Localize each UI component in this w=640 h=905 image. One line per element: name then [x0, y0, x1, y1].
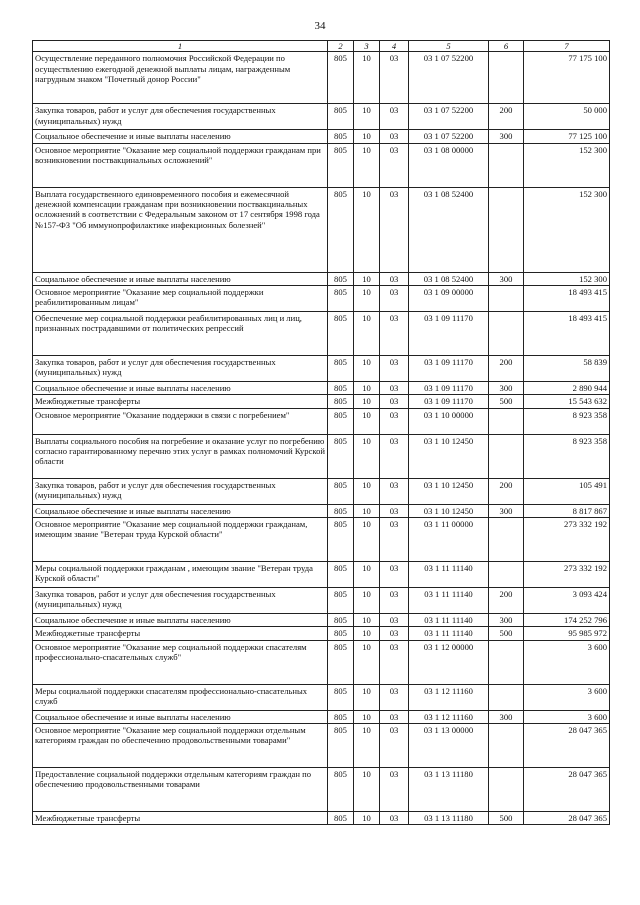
expense-type-cell: [489, 723, 524, 767]
row-name-cell: Обеспечение мер социальной поддержки реабилитированных лиц и лиц, признанных пострадавшими от политических репрессий: [33, 311, 328, 355]
target-article-cell: 03 1 13 11180: [409, 767, 489, 811]
section-code-cell: 10: [354, 613, 380, 626]
expense-type-cell: 200: [489, 355, 524, 381]
table-row: [33, 811, 610, 824]
ministry-code-cell: 805: [328, 130, 354, 143]
subsection-code-cell: 03: [380, 285, 409, 311]
table-row: [33, 395, 610, 408]
section-code-cell: 10: [354, 355, 380, 381]
section-code-cell: 10: [354, 587, 380, 613]
subsection-code-cell: 03: [380, 434, 409, 478]
ministry-code-cell: 805: [328, 143, 354, 187]
ministry-code-cell: 805: [328, 272, 354, 285]
amount-cell: 8 817 867: [524, 504, 610, 517]
ministry-code-cell: 805: [328, 285, 354, 311]
amount-cell: 95 985 972: [524, 627, 610, 640]
subsection-code-cell: 03: [380, 504, 409, 517]
expense-type-cell: 200: [489, 104, 524, 130]
table-row: [33, 52, 610, 104]
target-article-cell: 03 1 11 00000: [409, 517, 489, 561]
row-name-cell: Основное мероприятие "Оказание мер социальной поддержки отдельным категориям граждан по обеспечению продовольственными товарами": [33, 723, 328, 767]
row-name-cell: Социальное обеспечение и иные выплаты населению: [33, 130, 328, 143]
ministry-code-cell: 805: [328, 504, 354, 517]
amount-cell: 28 047 365: [524, 723, 610, 767]
row-name-cell: Межбюджетные трансферты: [33, 811, 328, 824]
column-header: 2: [328, 41, 354, 52]
expense-type-cell: [489, 517, 524, 561]
table-row: [33, 130, 610, 143]
table-row: [33, 517, 610, 561]
amount-cell: 8 923 358: [524, 408, 610, 434]
table-row: [33, 272, 610, 285]
ministry-code-cell: 805: [328, 517, 354, 561]
expense-type-cell: [489, 434, 524, 478]
ministry-code-cell: 805: [328, 187, 354, 272]
target-article-cell: 03 1 10 12450: [409, 478, 489, 504]
ministry-code-cell: 805: [328, 355, 354, 381]
subsection-code-cell: 03: [380, 395, 409, 408]
section-code-cell: 10: [354, 130, 380, 143]
expense-type-cell: [489, 285, 524, 311]
table-row: [33, 187, 610, 272]
section-code-cell: 10: [354, 640, 380, 684]
amount-cell: 28 047 365: [524, 767, 610, 811]
row-name-cell: Основное мероприятие "Оказание поддержки в связи с погребением": [33, 408, 328, 434]
section-code-cell: 10: [354, 285, 380, 311]
section-code-cell: 10: [354, 434, 380, 478]
row-name-cell: Социальное обеспечение и иные выплаты населению: [33, 710, 328, 723]
table-row: [33, 723, 610, 767]
section-code-cell: 10: [354, 627, 380, 640]
expense-type-cell: [489, 143, 524, 187]
target-article-cell: 03 1 08 52400: [409, 187, 489, 272]
row-name-cell: Социальное обеспечение и иные выплаты населению: [33, 504, 328, 517]
section-code-cell: 10: [354, 143, 380, 187]
ministry-code-cell: 805: [328, 767, 354, 811]
section-code-cell: 10: [354, 52, 380, 104]
expense-type-cell: 300: [489, 710, 524, 723]
amount-cell: 15 543 632: [524, 395, 610, 408]
section-code-cell: 10: [354, 187, 380, 272]
row-name-cell: Закупка товаров, работ и услуг для обеспечения государственных (муниципальных) нужд: [33, 478, 328, 504]
ministry-code-cell: 805: [328, 587, 354, 613]
table-row: [33, 311, 610, 355]
row-name-cell: Основное мероприятие "Оказание мер социальной поддержки спасателям профессионально-спасательных служб": [33, 640, 328, 684]
ministry-code-cell: 805: [328, 478, 354, 504]
target-article-cell: 03 1 09 11170: [409, 355, 489, 381]
subsection-code-cell: 03: [380, 723, 409, 767]
table-row: [33, 504, 610, 517]
target-article-cell: 03 1 08 00000: [409, 143, 489, 187]
expense-type-cell: 300: [489, 613, 524, 626]
target-article-cell: 03 1 11 11140: [409, 613, 489, 626]
subsection-code-cell: 03: [380, 627, 409, 640]
column-header: 7: [524, 41, 610, 52]
target-article-cell: 03 1 09 11170: [409, 395, 489, 408]
expense-type-cell: 500: [489, 811, 524, 824]
row-name-cell: Меры социальной поддержки спасателям профессионально-спасательных служб: [33, 684, 328, 710]
amount-cell: 3 600: [524, 710, 610, 723]
amount-cell: 58 839: [524, 355, 610, 381]
target-article-cell: 03 1 12 11160: [409, 710, 489, 723]
row-name-cell: Закупка товаров, работ и услуг для обеспечения государственных (муниципальных) нужд: [33, 355, 328, 381]
row-name-cell: Социальное обеспечение и иные выплаты населению: [33, 613, 328, 626]
column-header: 4: [380, 41, 409, 52]
row-name-cell: Выплата государственного единовременного пособия и ежемесячной денежной компенсации гражданам при возникновении поствакцинальных осложнений в соответствии с Федеральным законом от 17 сентября 1998 года №157-ФЗ "Об иммунопрофилактике инфекционных болезней": [33, 187, 328, 272]
column-header: 5: [409, 41, 489, 52]
expense-type-cell: [489, 408, 524, 434]
amount-cell: 77 125 100: [524, 130, 610, 143]
amount-cell: 152 300: [524, 143, 610, 187]
section-code-cell: 10: [354, 561, 380, 587]
amount-cell: 18 493 415: [524, 311, 610, 355]
subsection-code-cell: 03: [380, 272, 409, 285]
amount-cell: 2 890 944: [524, 381, 610, 394]
expense-type-cell: 200: [489, 587, 524, 613]
expense-type-cell: 200: [489, 478, 524, 504]
ministry-code-cell: 805: [328, 104, 354, 130]
row-name-cell: Межбюджетные трансферты: [33, 627, 328, 640]
amount-cell: 152 300: [524, 187, 610, 272]
target-article-cell: 03 1 10 12450: [409, 504, 489, 517]
table-row: [33, 561, 610, 587]
subsection-code-cell: 03: [380, 613, 409, 626]
subsection-code-cell: 03: [380, 640, 409, 684]
table-row: [33, 710, 610, 723]
subsection-code-cell: 03: [380, 478, 409, 504]
row-name-cell: Межбюджетные трансферты: [33, 395, 328, 408]
target-article-cell: 03 1 07 52200: [409, 52, 489, 104]
amount-cell: 174 252 796: [524, 613, 610, 626]
table-row: [33, 684, 610, 710]
table-row: [33, 381, 610, 394]
subsection-code-cell: 03: [380, 684, 409, 710]
ministry-code-cell: 805: [328, 561, 354, 587]
section-code-cell: 10: [354, 684, 380, 710]
subsection-code-cell: 03: [380, 767, 409, 811]
section-code-cell: 10: [354, 104, 380, 130]
target-article-cell: 03 1 07 52200: [409, 130, 489, 143]
target-article-cell: 03 1 09 00000: [409, 285, 489, 311]
table-row: [33, 408, 610, 434]
amount-cell: 3 600: [524, 684, 610, 710]
column-header: 1: [33, 41, 328, 52]
section-code-cell: 10: [354, 504, 380, 517]
subsection-code-cell: 03: [380, 355, 409, 381]
subsection-code-cell: 03: [380, 811, 409, 824]
row-name-cell: Социальное обеспечение и иные выплаты населению: [33, 381, 328, 394]
target-article-cell: 03 1 11 11140: [409, 587, 489, 613]
amount-cell: 18 493 415: [524, 285, 610, 311]
target-article-cell: 03 1 12 00000: [409, 640, 489, 684]
row-name-cell: Предоставление социальной поддержки отдельным категориям граждан по обеспечению продовольственными товарами: [33, 767, 328, 811]
ministry-code-cell: 805: [328, 811, 354, 824]
table-row: [33, 640, 610, 684]
row-name-cell: Основное мероприятие "Оказание мер социальной поддержки гражданам при возникновении поствакцинальных осложнений": [33, 143, 328, 187]
subsection-code-cell: 03: [380, 408, 409, 434]
table-row: [33, 627, 610, 640]
section-code-cell: 10: [354, 381, 380, 394]
row-name-cell: Закупка товаров, работ и услуг для обеспечения государственных (муниципальных) нужд: [33, 104, 328, 130]
column-header: 3: [354, 41, 380, 52]
expense-type-cell: 300: [489, 504, 524, 517]
subsection-code-cell: 03: [380, 187, 409, 272]
row-name-cell: Выплаты социального пособия на погребение и оказание услуг по погребению согласно гарантированному перечню этих услуг в рамках полномочий Курской области: [33, 434, 328, 478]
subsection-code-cell: 03: [380, 587, 409, 613]
column-number-header: [33, 41, 610, 52]
section-code-cell: 10: [354, 767, 380, 811]
table-row: [33, 355, 610, 381]
subsection-code-cell: 03: [380, 143, 409, 187]
section-code-cell: 10: [354, 811, 380, 824]
target-article-cell: 03 1 10 12450: [409, 434, 489, 478]
table-row: [33, 478, 610, 504]
target-article-cell: 03 1 07 52200: [409, 104, 489, 130]
row-name-cell: Основное мероприятие "Оказание мер социальной поддержки гражданам, имеющим звание "Ветеран труда Курской области": [33, 517, 328, 561]
amount-cell: 273 332 192: [524, 561, 610, 587]
target-article-cell: 03 1 11 11140: [409, 627, 489, 640]
table-row: [33, 613, 610, 626]
ministry-code-cell: 805: [328, 627, 354, 640]
ministry-code-cell: 805: [328, 640, 354, 684]
amount-cell: 77 175 100: [524, 52, 610, 104]
amount-cell: 273 332 192: [524, 517, 610, 561]
ministry-code-cell: 805: [328, 52, 354, 104]
ministry-code-cell: 805: [328, 381, 354, 394]
ministry-code-cell: 805: [328, 434, 354, 478]
target-article-cell: 03 1 13 00000: [409, 723, 489, 767]
section-code-cell: 10: [354, 478, 380, 504]
expense-type-cell: [489, 52, 524, 104]
subsection-code-cell: 03: [380, 381, 409, 394]
row-name-cell: Основное мероприятие "Оказание мер социальной поддержки реабилитированным лицам": [33, 285, 328, 311]
table-row: [33, 587, 610, 613]
row-name-cell: Осуществление переданного полномочия Российской Федерации по осуществлению ежегодной денежной выплаты лицам, награжденным нагрудным знаком "Почетный донор России": [33, 52, 328, 104]
target-article-cell: 03 1 09 11170: [409, 311, 489, 355]
subsection-code-cell: 03: [380, 517, 409, 561]
amount-cell: 105 491: [524, 478, 610, 504]
target-article-cell: 03 1 10 00000: [409, 408, 489, 434]
ministry-code-cell: 805: [328, 613, 354, 626]
table-row: [33, 767, 610, 811]
target-article-cell: 03 1 13 11180: [409, 811, 489, 824]
subsection-code-cell: 03: [380, 130, 409, 143]
target-article-cell: 03 1 08 52400: [409, 272, 489, 285]
expense-type-cell: [489, 767, 524, 811]
section-code-cell: 10: [354, 272, 380, 285]
column-header: 6: [489, 41, 524, 52]
row-name-cell: Социальное обеспечение и иные выплаты населению: [33, 272, 328, 285]
subsection-code-cell: 03: [380, 710, 409, 723]
section-code-cell: 10: [354, 710, 380, 723]
amount-cell: 28 047 365: [524, 811, 610, 824]
ministry-code-cell: 805: [328, 395, 354, 408]
ministry-code-cell: 805: [328, 311, 354, 355]
page-number: 34: [314, 20, 326, 32]
section-code-cell: 10: [354, 517, 380, 561]
budget-table: [32, 40, 610, 825]
subsection-code-cell: 03: [380, 52, 409, 104]
ministry-code-cell: 805: [328, 710, 354, 723]
row-name-cell: Закупка товаров, работ и услуг для обеспечения государственных (муниципальных) нужд: [33, 587, 328, 613]
table-row: [33, 143, 610, 187]
section-code-cell: 10: [354, 408, 380, 434]
expense-type-cell: [489, 684, 524, 710]
amount-cell: 152 300: [524, 272, 610, 285]
subsection-code-cell: 03: [380, 104, 409, 130]
ministry-code-cell: 805: [328, 408, 354, 434]
expense-type-cell: 300: [489, 130, 524, 143]
section-code-cell: 10: [354, 395, 380, 408]
ministry-code-cell: 805: [328, 684, 354, 710]
expense-type-cell: [489, 311, 524, 355]
expense-type-cell: 500: [489, 395, 524, 408]
expense-type-cell: 300: [489, 381, 524, 394]
amount-cell: 8 923 358: [524, 434, 610, 478]
target-article-cell: 03 1 09 11170: [409, 381, 489, 394]
expense-type-cell: [489, 561, 524, 587]
subsection-code-cell: 03: [380, 311, 409, 355]
expense-type-cell: [489, 187, 524, 272]
ministry-code-cell: 805: [328, 723, 354, 767]
amount-cell: 50 000: [524, 104, 610, 130]
amount-cell: 3 600: [524, 640, 610, 684]
target-article-cell: 03 1 11 11140: [409, 561, 489, 587]
table-row: [33, 104, 610, 130]
row-name-cell: Меры социальной поддержки гражданам , имеющим звание "Ветеран труда Курской области": [33, 561, 328, 587]
subsection-code-cell: 03: [380, 561, 409, 587]
expense-type-cell: 500: [489, 627, 524, 640]
table-row: [33, 285, 610, 311]
section-code-cell: 10: [354, 311, 380, 355]
target-article-cell: 03 1 12 11160: [409, 684, 489, 710]
table-row: [33, 434, 610, 478]
section-code-cell: 10: [354, 723, 380, 767]
expense-type-cell: 300: [489, 272, 524, 285]
expense-type-cell: [489, 640, 524, 684]
amount-cell: 3 093 424: [524, 587, 610, 613]
